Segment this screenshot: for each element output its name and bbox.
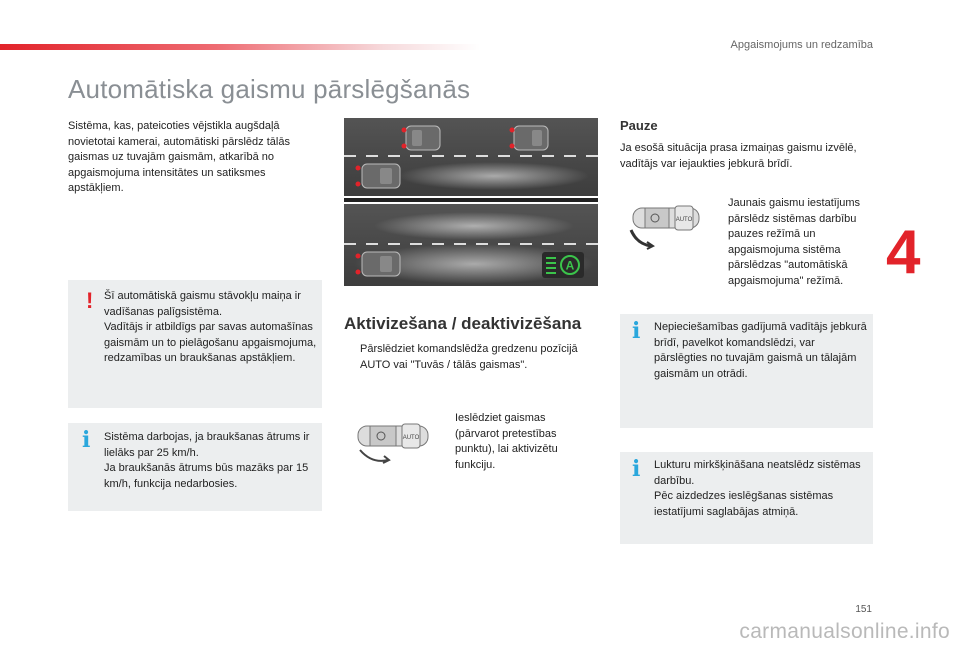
- chapter-number: 4: [886, 218, 921, 287]
- info-box-switch: [620, 314, 873, 428]
- activation-step-2-text: Ieslēdziet gaismas (pārvarot pretestības punktu), lai aktivizētu funkciju.: [455, 412, 558, 471]
- header-accent-bar: [0, 44, 480, 50]
- info-line: Sistēma darbojas, ja braukšanas ātrums ir lielāks par 25 km/h.: [104, 431, 310, 459]
- intro-paragraph: Sistēma, kas, pateicoties vējstikla augšdaļā novietotai kamerai, automātiski pārslēdz tālās gaismas uz tuvajām gaismām, atkarībā no apgaismojuma intensitātes un satiksmes apstākļiem.: [68, 120, 290, 194]
- warning-line: Šī automātiskā gaismu stāvokļu maiņa ir vadīšanas palīgsistēma.: [104, 290, 301, 318]
- auto-badge-label: A: [565, 258, 575, 273]
- info-box-flash: [620, 452, 873, 544]
- info-icon: i: [632, 456, 641, 482]
- activation-step-1-text: Pārslēdziet komandslēdža gredzenu pozīcijā AUTO vai "Tuvās / tālās gaismas".: [360, 343, 578, 371]
- pause-step: [712, 196, 868, 289]
- warning-exclamation-icon: !: [86, 288, 94, 313]
- svg-text:AUTO: AUTO: [675, 217, 693, 223]
- warning-text: [104, 289, 318, 367]
- section-title: Apgaismojums un redzamība: [730, 39, 873, 51]
- info-line: Pēc aizdedzes ieslēgšanas sistēmas iestatījumi saglabājas atmiņā.: [654, 490, 834, 518]
- light-stalk-pull-illustration: [627, 202, 707, 250]
- light-stalk-illustration: [352, 420, 437, 468]
- own-car: [356, 164, 401, 188]
- pause-paragraph: Ja esošā situācija prasa izmaiņas gaismu izvēlē, vadītājs var iejaukties jebkurā brīdī.: [620, 142, 857, 170]
- svg-text:AUTO: AUTO: [402, 435, 420, 441]
- activation-step-2: [439, 411, 589, 473]
- auto-high-beam-icon: [542, 252, 584, 278]
- info-line: Lukturu mirkšķināšana neatslēdz sistēmas darbību.: [654, 459, 861, 487]
- warning-box: [68, 280, 322, 408]
- activation-heading: Aktivizešana / deaktivizēšana: [344, 314, 582, 333]
- oncoming-car: [402, 126, 441, 150]
- road-illustration: [344, 118, 598, 286]
- warning-line: Vadītājs ir atbildīgs par savas automašīnas gaismām un to pielāgošanu apgaismojuma, redzamības un braukšanas apstākļiem.: [104, 321, 317, 364]
- watermark: carmanualsonline.info: [739, 620, 950, 643]
- info-switch-text: Nepieciešamības gadījumā vadītājs jebkurā brīdī, pavelkot komandslēdzi, var pārslēgties no tuvajām gaismā un tālajām gaismām un otrādi.: [654, 321, 867, 380]
- pause-heading: Pauze: [620, 118, 658, 133]
- page-title: Automātiska gaismu pārslēgšanās: [68, 74, 471, 104]
- info-flash-text: [654, 458, 868, 520]
- own-car-high-beam: [356, 252, 401, 276]
- pause-step-text: Jaunais gaismu iestatījums pārslēdz sistēmas darbību pauzes režīmā un apgaismojuma sistēma pārslēdzas "automātiskā apgaismojuma" režīmā.: [728, 197, 861, 287]
- page-number: 151: [855, 604, 872, 615]
- info-speed-text: [104, 430, 318, 492]
- info-icon: i: [632, 318, 641, 344]
- info-line: Ja braukšanās ātrums būs mazāks par 15 km/h, funkcija nedarbosies.: [104, 462, 309, 490]
- car-ahead: [510, 126, 549, 150]
- activation-step-1: [344, 342, 600, 373]
- info-icon: i: [82, 427, 91, 453]
- info-box-speed: [68, 423, 322, 511]
